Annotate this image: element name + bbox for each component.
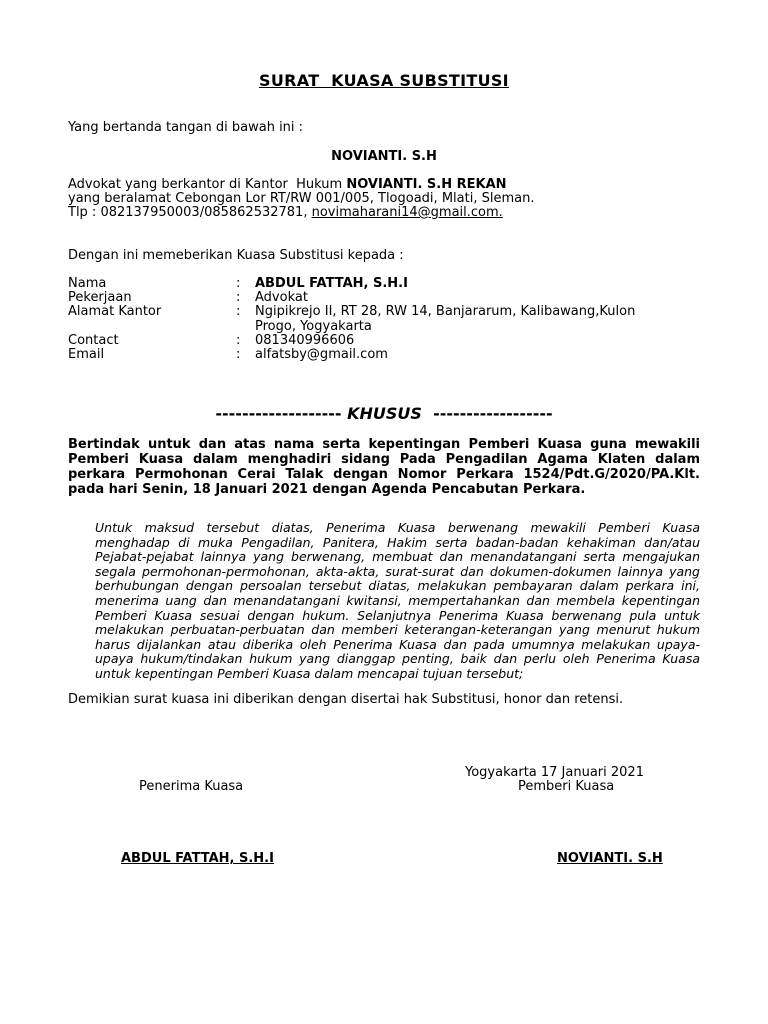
grantor-email-link[interactable]: novimaharani14@gmail.com. — [311, 205, 503, 220]
value-email: alfatsby@gmail.com — [255, 347, 388, 362]
value-pekerjaan: Advokat — [255, 290, 308, 305]
colon-alamat-kantor: : — [236, 304, 241, 319]
colon-contact: : — [236, 333, 241, 348]
office-prefix: Advokat yang berkantor di Kantor Hukum — [68, 177, 347, 192]
grantor-role: Pemberi Kuasa — [518, 779, 615, 794]
closing-paragraph: Demikian surat kuasa ini diberikan dengan disertai hak Substitusi, honor dan retensi. — [68, 692, 624, 707]
khusus-left-dashes: ------------------- — [215, 404, 348, 423]
authority-paragraph: Untuk maksud tersebut diatas, Penerima Kuasa berwenang mewakili Pemberi Kuasa menghadap di muka Pengadilan, Panitera, Hakim serta badan-badan kehakiman dan/atau Pejabat-pejabat lainnya yang berwenang, membuat dan menandatangani serta mengajukan segala permohonan-permohonan, akta-akta, surat-surat dan dokumen-dokumen lainnya yang berhubungan dengan persoalan tersebut diatas, melakukan pembayaran dalam perkara ini, menerima uang dan menandatangani kwitansi, mempertahankan dan membela kepentingan Pemberi Kuasa sesuai dengan hukum. Selanjutnya Penerima Kuasa berwenang pula untuk melakukan perbuatan-perbuatan dan memberi keterangan-keterangan yang menurut hukum harus dijalankan atau diberika oleh Penerima Kuasa dan pada umumnya melakukan upaya-upaya hukum/tindakan hukum yang dianggap penting, baik dan perlu oleh Penerima Kuasa untuk kepentingan Pemberi Kuasa dalam mencapai tujuan tersebut; — [95, 520, 700, 681]
intro-text: Yang bertanda tangan di bawah ini : — [68, 120, 304, 135]
grantor-phone: Tlp : 082137950003/085862532781, — [68, 205, 312, 220]
place-date: Yogyakarta 17 Januari 2021 — [465, 765, 644, 780]
value-alamat-kantor: Ngipikrejo II, RT 28, RW 14, Banjararum, Kalibawang,Kulon — [255, 304, 636, 319]
khusus-right-dashes: ------------------ — [421, 404, 553, 423]
label-contact: Contact — [68, 333, 119, 348]
colon-nama: : — [236, 276, 241, 291]
grant-intro: Dengan ini memeberikan Kuasa Substitusi kepada : — [68, 248, 404, 263]
grantor-name: NOVIANTI. S.H — [331, 149, 437, 164]
colon-email: : — [236, 347, 241, 362]
grantor-address: yang beralamat Cebongan Lor RT/RW 001/005, Tlogoadi, Mlati, Sleman. — [68, 191, 535, 206]
colon-pekerjaan: : — [236, 290, 241, 305]
label-email: Email — [68, 347, 105, 362]
document-title: SURAT KUASA SUBSTITUSI — [259, 71, 509, 90]
label-pekerjaan: Pekerjaan — [68, 290, 132, 305]
mandate-paragraph: Bertindak untuk dan atas nama serta kepentingan Pemberi Kuasa guna mewakili Pemberi Kuasa dalam menghadiri sidang Pada Pengadilan Agama Klaten dalam perkara Permohonan Cerai Talak dengan Nomor Perkara 1524/Pdt.G/2020/PA.Klt. pada hari Senin, 18 Januari 2021 dengan Agenda Pencabutan Perkara. — [68, 437, 700, 497]
recipient-signature-name: ABDUL FATTAH, S.H.I — [121, 851, 274, 866]
label-alamat-kantor: Alamat Kantor — [68, 304, 162, 319]
khusus-heading — [0, 404, 768, 424]
value-contact: 081340996606 — [255, 333, 355, 348]
value-alamat-kantor-line2: Progo, Yogyakarta — [255, 319, 372, 334]
grantor-office-line — [68, 177, 507, 192]
office-name: NOVIANTI. S.H REKAN — [346, 177, 507, 192]
khusus-word: KHUSUS — [347, 404, 422, 423]
grantor-signature-name: NOVIANTI. S.H — [557, 851, 663, 866]
grantor-contact-line — [68, 205, 503, 220]
label-nama: Nama — [68, 276, 107, 291]
recipient-role: Penerima Kuasa — [139, 779, 244, 794]
value-nama: ABDUL FATTAH, S.H.I — [255, 276, 408, 291]
